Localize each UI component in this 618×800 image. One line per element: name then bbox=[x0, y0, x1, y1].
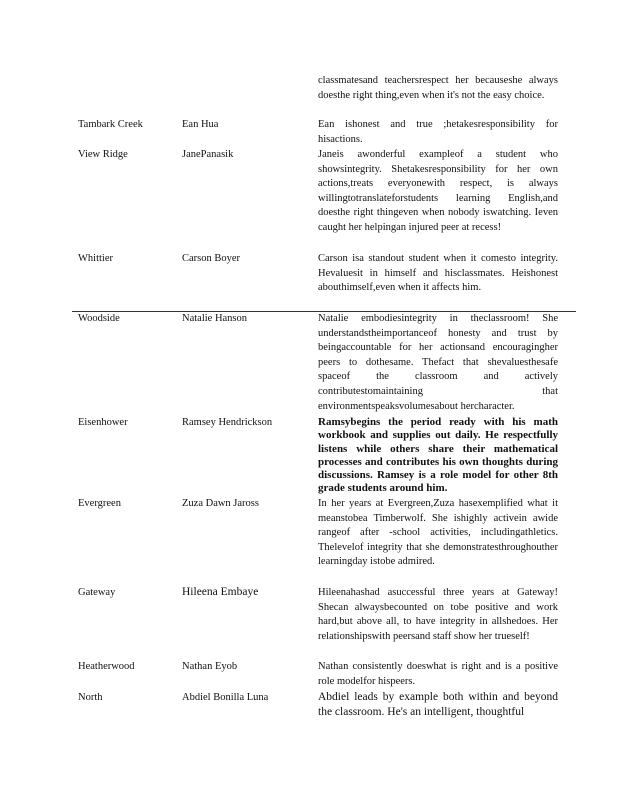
school-cell: Gateway bbox=[78, 587, 116, 598]
school-cell: Eisenhower bbox=[78, 417, 128, 428]
description-cell: Hileenahashad asuccessful three years at Gateway! Shecan alwaysbecounted on tobe positive and work hard,but above all, to have integrity in allshedoes. Her relationshipswith peersand staff show her trueself! bbox=[318, 587, 558, 642]
student-cell: Carson Boyer bbox=[182, 253, 241, 264]
school-cell: View Ridge bbox=[78, 149, 128, 160]
student-cell: Ramsey Hendrickson bbox=[182, 417, 273, 428]
school-cell: North bbox=[78, 692, 103, 703]
student-cell: Ean Hua bbox=[182, 119, 219, 130]
student-cell: Hileena Embaye bbox=[182, 586, 259, 598]
description-cell: classmatesand teachersrespect her becauseshe always doesthe right thing,even when it's not the easy choice. bbox=[318, 75, 558, 101]
student-cell: Abdiel Bonilla Luna bbox=[182, 692, 269, 703]
description-cell: Nathan consistently doeswhat is right and is a positive role modelfor hispeers. bbox=[318, 661, 558, 687]
student-cell: Natalie Hanson bbox=[182, 313, 248, 324]
school-cell: Whittier bbox=[78, 253, 113, 264]
description-cell: Ramsybegins the period ready with his math workbook and supplies out daily. He respectfully listens while others share their mathematical processes and contributes his own thoughts during discussions. Ramsey is a role model for other 8th grade students around him. bbox=[318, 416, 558, 495]
school-cell: Tambark Creek bbox=[78, 119, 143, 130]
description-cell: Natalie embodiesintegrity in theclassroom! She understandstheimportanceof honesty and trust by beingaccountable for her actionsand encouragingher peers to dothesame. Thefact that shevaluesthesafe spaceof the classroom and actively contributestomaintaining that environmentspeaksvolumesabout hercharacter. bbox=[318, 313, 558, 412]
student-cell: Zuza Dawn Jaross bbox=[182, 498, 259, 509]
student-cell: JanePanasik bbox=[182, 149, 234, 160]
school-cell: Woodside bbox=[78, 313, 120, 324]
description-cell: Abdiel leads by example both within and beyond the classroom. He's an intelligent, thoughtful bbox=[318, 691, 558, 718]
description-cell: Carson isa standout student when it comesto integrity. Hevaluesit in himself and hisclassmates. Heishonest abouthimself,even when it affects him. bbox=[318, 253, 558, 294]
description-cell: Ean ishonest and true ;hetakesresponsibility for hisactions. bbox=[318, 119, 558, 145]
description-cell: Janeis awonderful exampleof a student who showsintegrity. Shetakesresponsibility for her own actions,treats everyonewith respect, is always willingtotranslateforstudents learning English,and doesthe right thingeven when nobody iswatching. Ieven caught her helpingan injured peer at recess! bbox=[318, 149, 558, 233]
student-cell: Nathan Eyob bbox=[182, 661, 238, 672]
school-cell: Heatherwood bbox=[78, 661, 135, 672]
description-cell: In her years at Evergreen,Zuza hasexemplified what it meanstobea Timberwolf. She ishighly activein awide rangeof after -school activities, includingathletics. Thelevelof integrity that she demonstratesthroughouther learningday istobe admired. bbox=[318, 498, 558, 568]
school-cell: Evergreen bbox=[78, 498, 121, 509]
